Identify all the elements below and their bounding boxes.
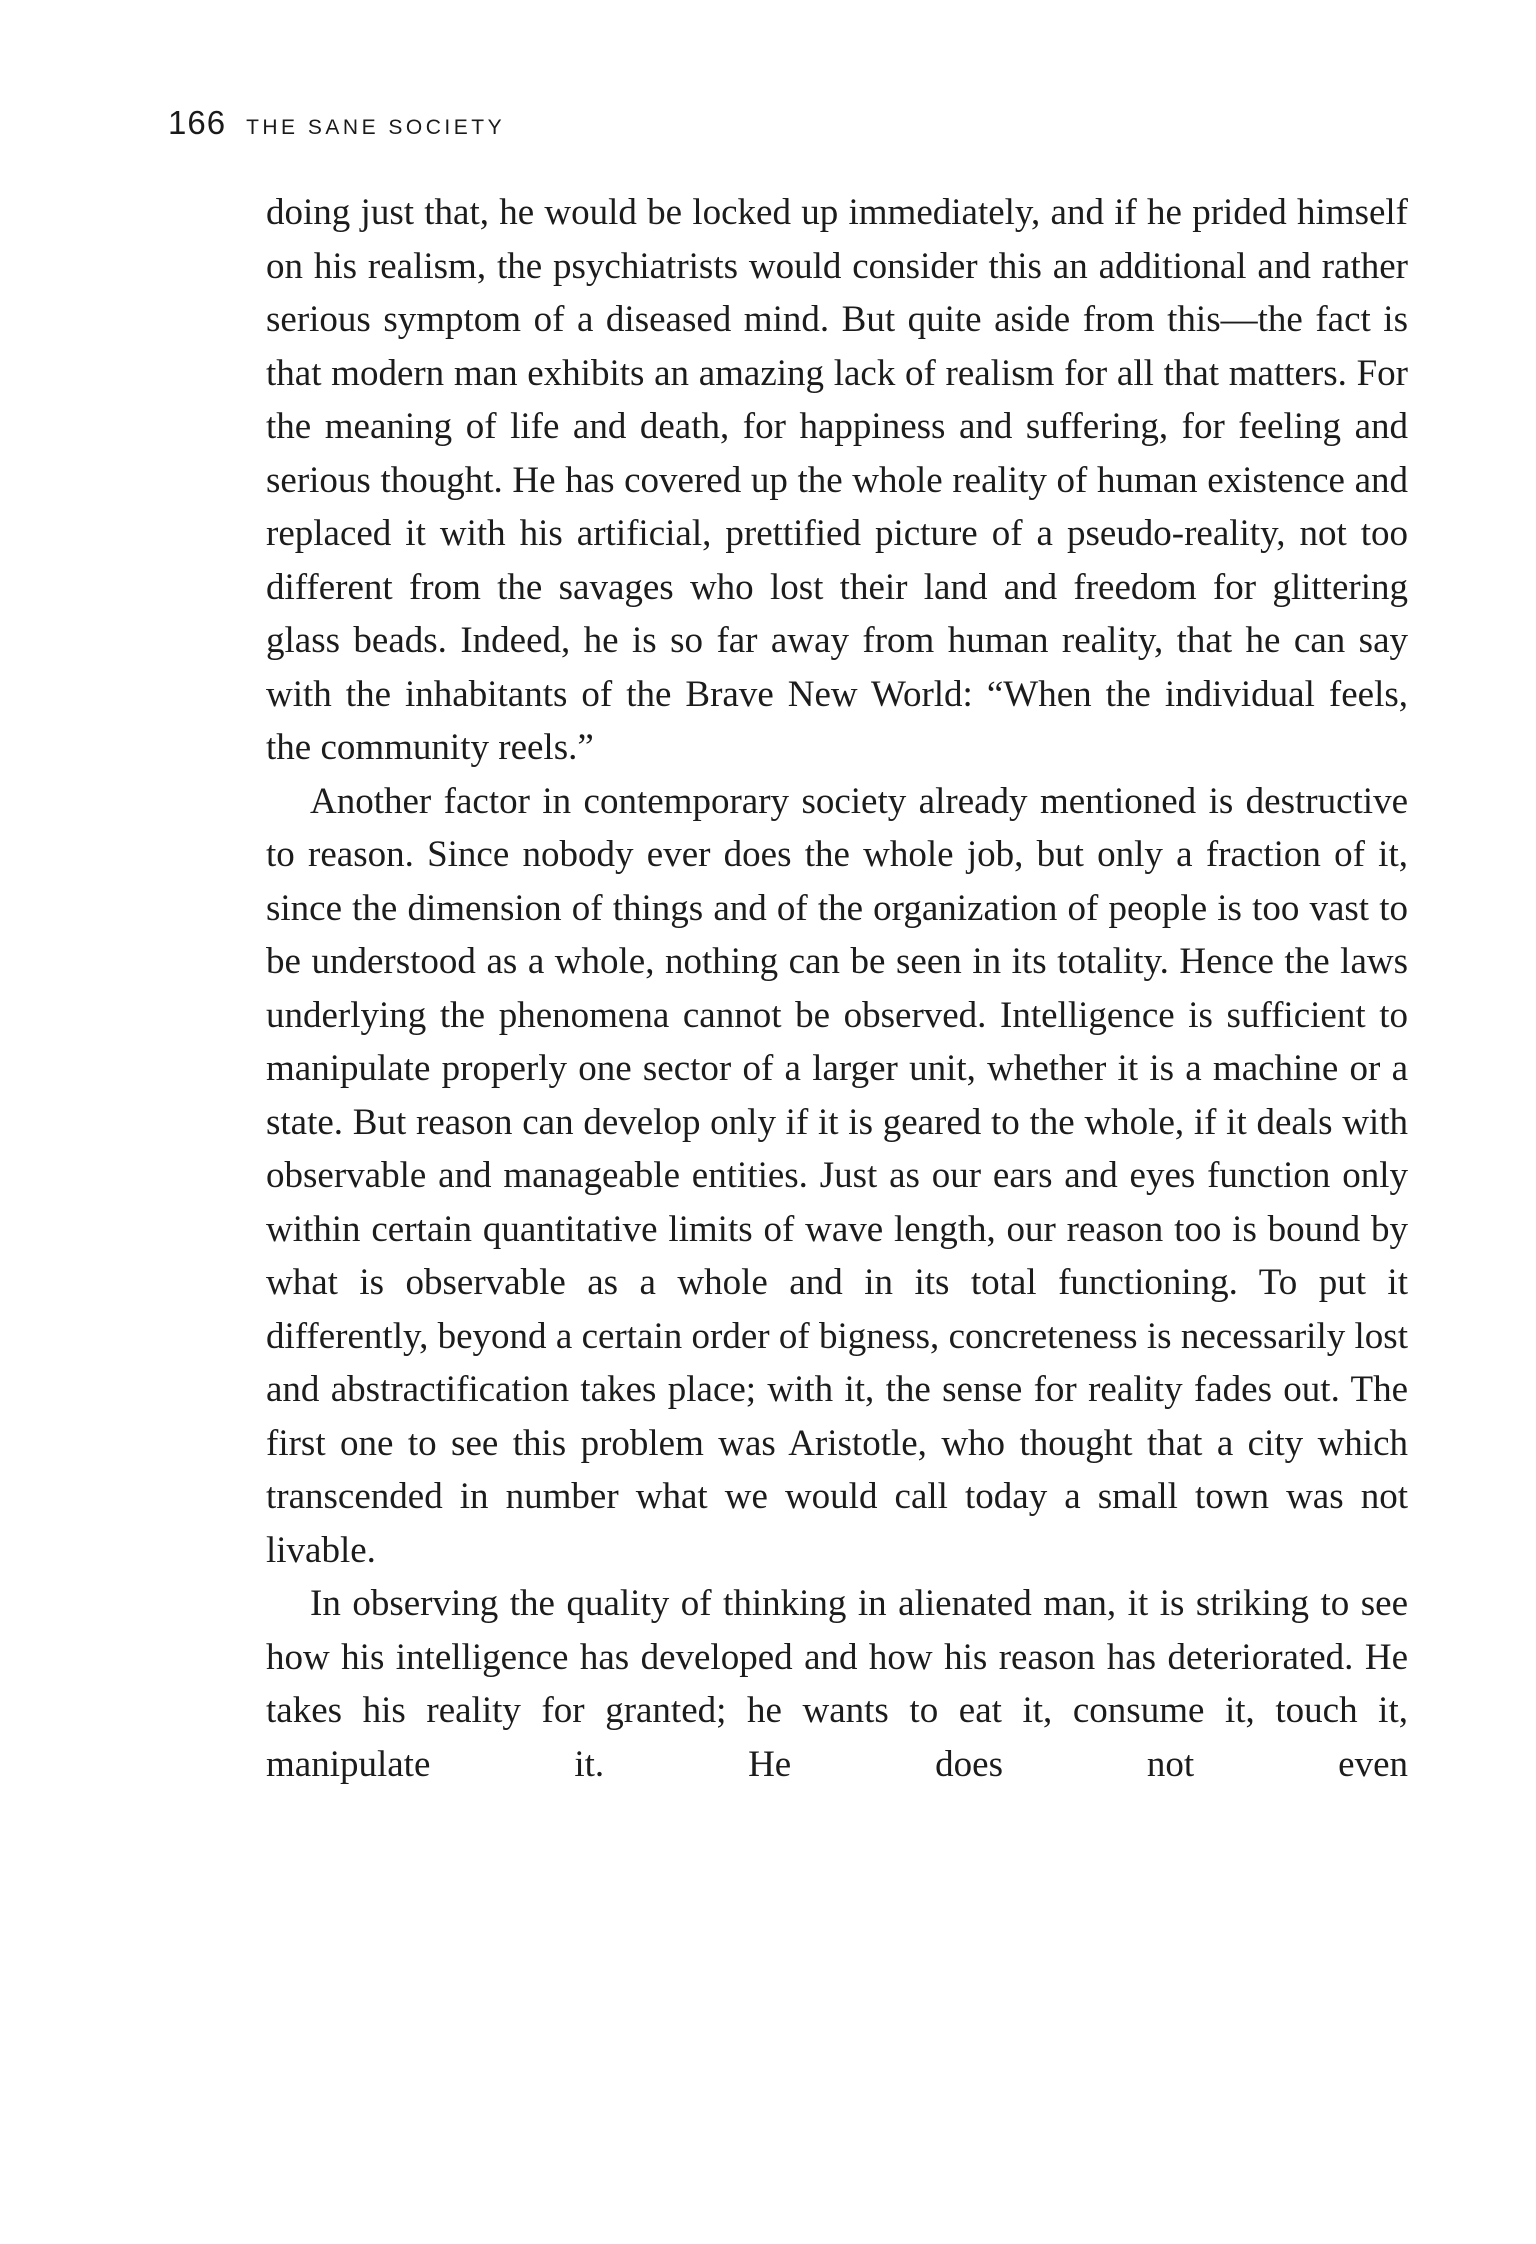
paragraph-1: doing just that, he would be locked up immediately, and if he prided himself on his realism, the psychiatrists would consider this an additional and rather serious symptom of a diseased mind. But quite aside from this—the fact is that modern man exhibits an amazing lack of realism for all that matters. For the meaning of life and death, for happiness and suffering, for feeling and serious thought. He has covered up the whole reality of human existence and replaced it with his artificial, prettified picture of a pseudo-reality, not too different from the savages who lost their land and freedom for glittering glass beads. Indeed, he is so far away from human reality, that he can say with the inhabitants of the Brave New World: “When the individual feels, the community reels.”	[266, 192, 1408, 768]
paragraph-2: Another factor in contemporary society already mentioned is destructive to reason. Since nobody ever does the whole job, but only a fraction of it, since the dimension of things and of the organization of people is too vast to be understood as a whole, nothing can be seen in its totality. Hence the laws underlying the phenomena cannot be observed. Intelligence is sufficient to manipulate properly one sector of a larger unit, whether it is a machine or a state. But reason can develop only if it is geared to the whole, if it deals with observable and manageable entities. Just as our ears and eyes function only within certain quantitative limits of wave length, our reason too is bound by what is observable as a whole and in its total functioning. To put it differently, beyond a certain order of bigness, concreteness is necessarily lost and abstractification takes place; with it, the sense for reality fades out. The first one to see this problem was Aristotle, who thought that a city which transcended in number what we would call today a small town was not livable.	[266, 780, 1408, 1571]
book-title: THE SANE SOCIETY	[246, 116, 506, 139]
running-head	[168, 104, 505, 148]
page-number: 166	[168, 104, 227, 141]
paragraph-3: In observing the quality of thinking in alienated man, it is striking to see how his intelligence has developed and how his reason has deteriorated. He takes his reality for granted; he wants to eat it, consume it, touch it, manipulate it. He does not even	[266, 1583, 1408, 1785]
body-text	[266, 186, 1408, 1791]
